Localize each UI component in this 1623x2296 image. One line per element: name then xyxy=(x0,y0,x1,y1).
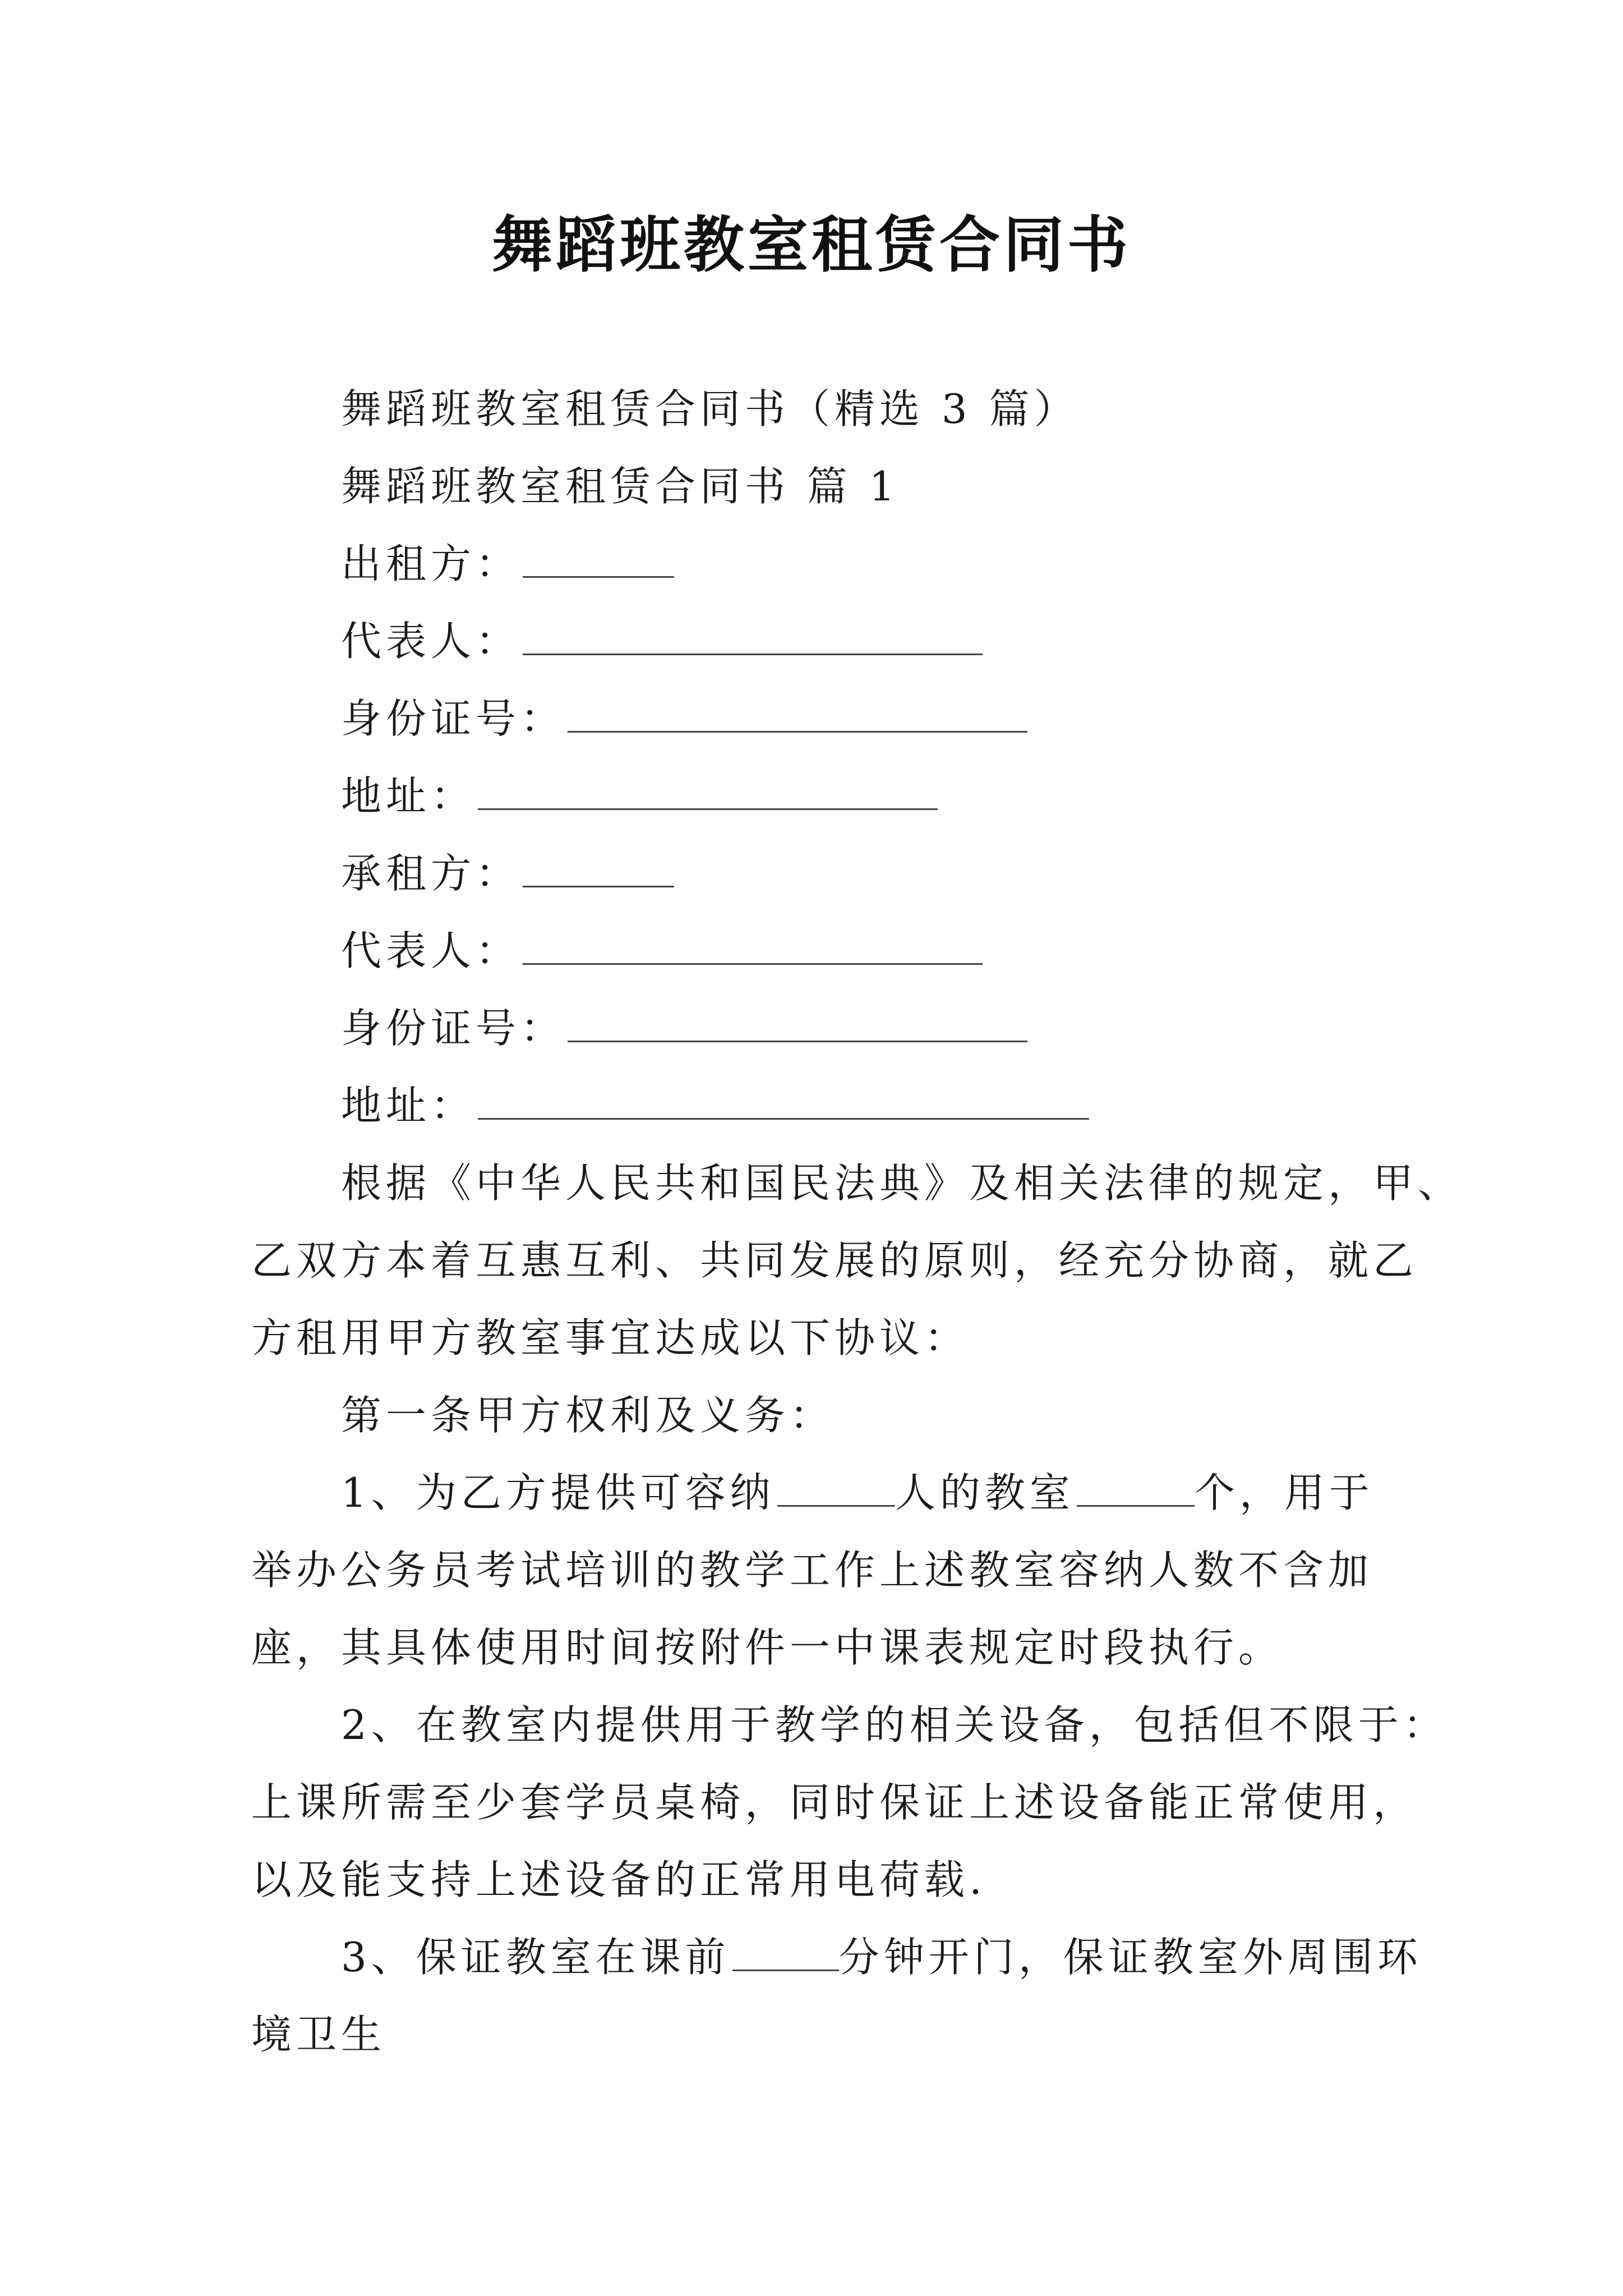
clause1-blank-capacity xyxy=(777,1470,895,1507)
lessor-rep-label: 代表人： xyxy=(341,618,521,665)
lessee-id-label: 身份证号： xyxy=(341,1005,566,1052)
clause2-line-2: 上课所需至少套学员桌椅，同时保证上述设备能正常使用， xyxy=(251,1779,1418,1826)
clause3-blank-minutes xyxy=(732,1935,839,1971)
lessee-label: 承租方： xyxy=(341,850,521,897)
lessor-id-label: 身份证号： xyxy=(341,695,566,742)
clause1-line-3: 座，其具体使用时间按附件一中课表规定时段执行。 xyxy=(251,1624,1284,1671)
clause3-part-a: 3、保证教室在课前 xyxy=(341,1934,730,1981)
lessee-rep-blank xyxy=(523,928,983,965)
lessee-blank xyxy=(523,851,674,887)
lessor-address-label: 地址： xyxy=(341,772,476,820)
lessee-address-blank xyxy=(478,1083,1089,1120)
lessor-blank xyxy=(523,541,674,578)
clause1-blank-count xyxy=(1077,1470,1195,1507)
lessee-rep-label: 代表人： xyxy=(341,927,521,974)
lessee-rep-row xyxy=(251,912,1390,990)
clause2-line-1: 2、在教室内提供用于教学的相关设备，包括但不限于： xyxy=(341,1701,1448,1749)
lessee-address-row xyxy=(251,1067,1390,1144)
preamble-line-2: 乙双方本着互惠互利、共同发展的原则，经充分协商，就乙 xyxy=(251,1237,1418,1284)
lessee-id-row xyxy=(251,990,1390,1067)
clause1-part-c: 个，用于 xyxy=(1194,1469,1374,1516)
clause1-line-2: 举办公务员考试培训的教学工作上述教室容纳人数不含加 xyxy=(251,1547,1373,1594)
section-heading: 舞蹈班教室租赁合同书 篇 1 xyxy=(341,463,900,510)
lessee-row xyxy=(251,835,1390,912)
lessee-id-blank xyxy=(568,1006,1027,1042)
preamble-line-3: 方租用甲方教室事宜达成以下协议： xyxy=(251,1314,970,1361)
clause3-line-1 xyxy=(251,1918,1422,1996)
lessor-row xyxy=(251,525,1390,602)
document-title: 舞蹈班教室租赁合同书 xyxy=(491,210,1131,280)
clause2-line-3: 以及能支持上述设备的正常用电荷载. xyxy=(251,1856,986,1903)
preamble-line-1: 根据《中华人民共和国民法典》及相关法律的规定，甲、 xyxy=(341,1159,1463,1207)
lessee-address-label: 地址： xyxy=(341,1082,476,1129)
clause3-part-b: 分钟开门，保证教室外周围环 xyxy=(838,1934,1422,1981)
document-body xyxy=(251,370,1463,2073)
clause3-line-2: 境卫生 xyxy=(251,2011,386,2058)
article1-heading: 第一条甲方权利及义务： xyxy=(341,1392,835,1439)
clause1-part-a: 1、为乙方提供可容纳 xyxy=(341,1469,775,1516)
lessor-address-blank xyxy=(478,774,938,810)
lessor-rep-blank xyxy=(523,619,983,655)
clause1-line-1 xyxy=(251,1454,1390,1531)
lessor-label: 出租方： xyxy=(341,540,521,587)
document-subtitle: 舞蹈班教室租赁合同书（精选 3 篇） xyxy=(341,385,1079,432)
lessor-address-row xyxy=(251,757,1390,835)
lessor-id-blank xyxy=(568,696,1027,733)
lessor-rep-row xyxy=(251,602,1390,680)
clause1-part-b: 人的教室 xyxy=(895,1469,1075,1516)
lessor-id-row xyxy=(251,680,1390,757)
